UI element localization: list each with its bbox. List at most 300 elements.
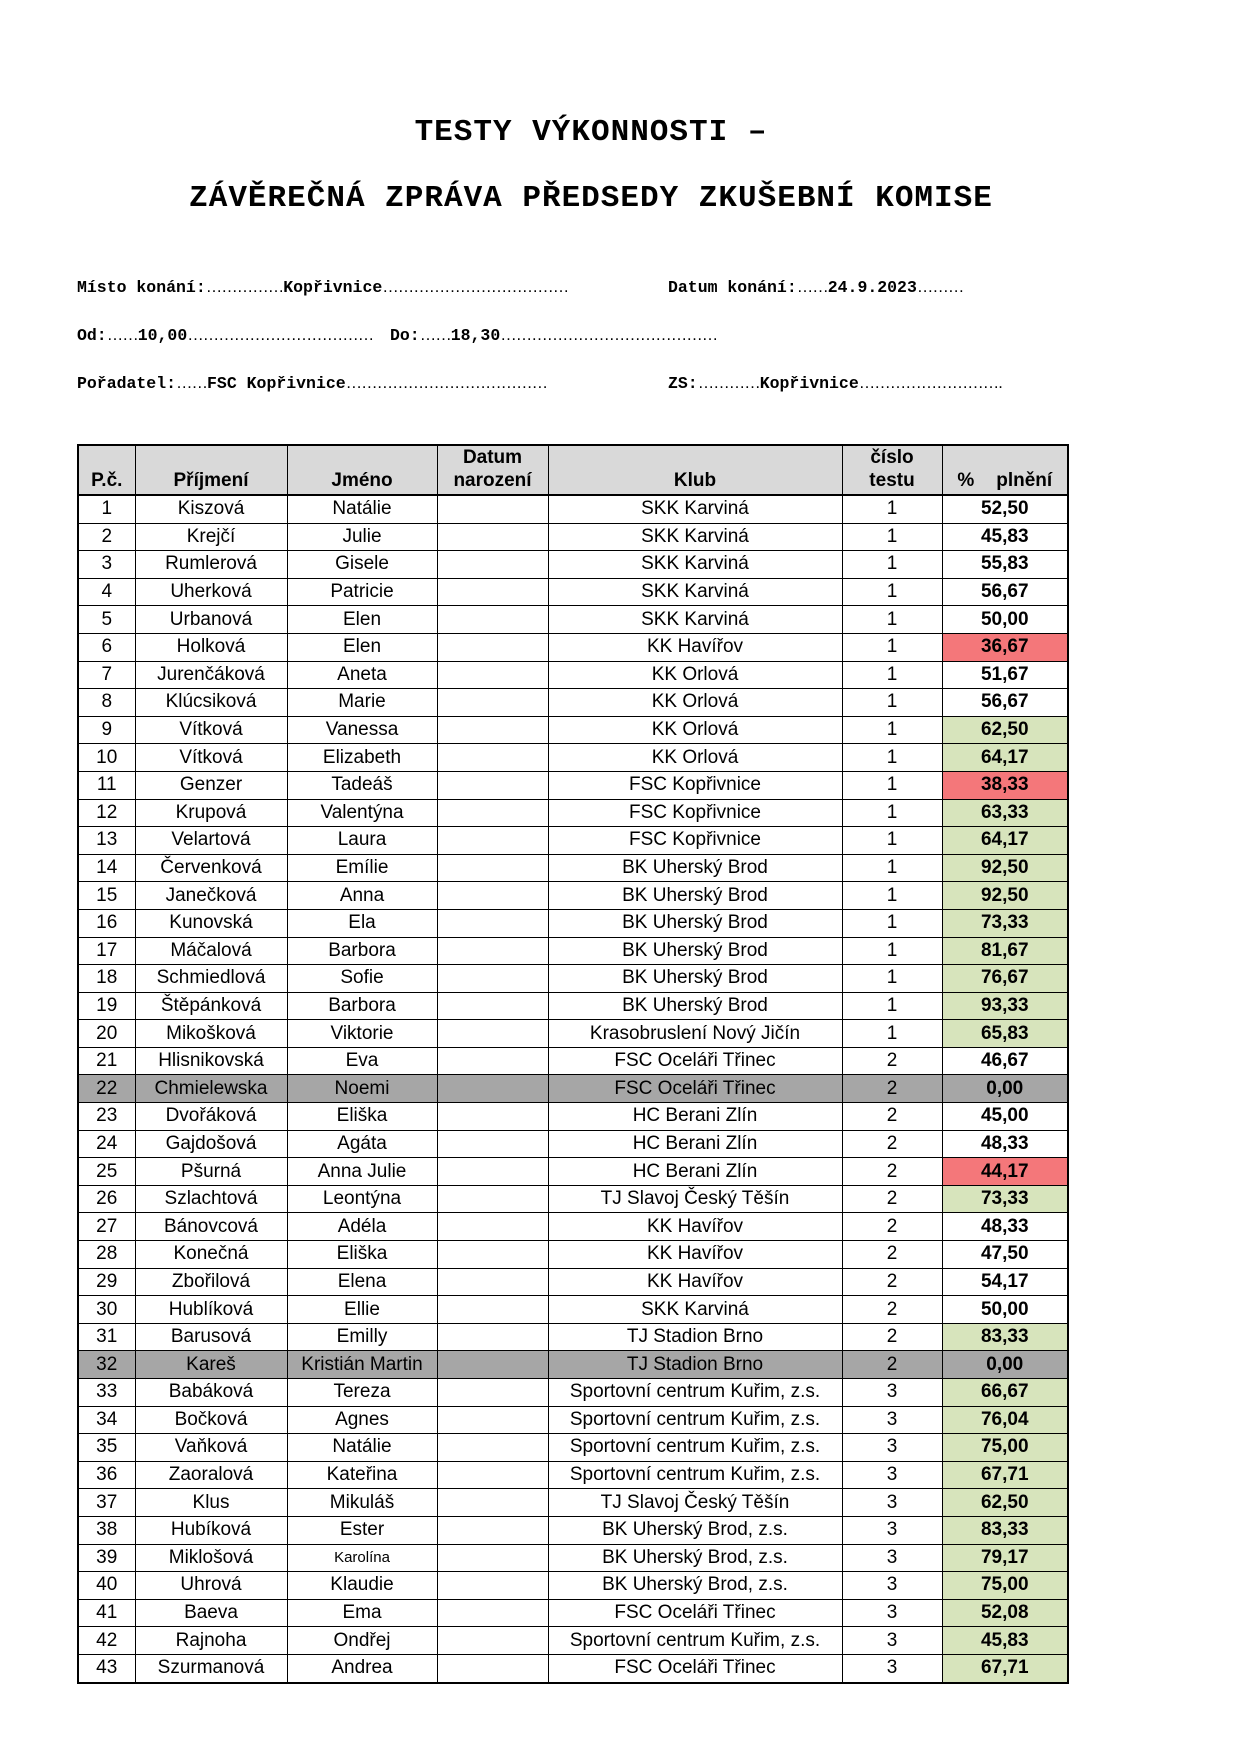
cell-birthdate	[437, 689, 548, 717]
cell-birthdate	[437, 827, 548, 855]
cell-fulfillment: 92,50	[942, 854, 1068, 882]
cell-number: 10	[78, 744, 135, 772]
table-row	[78, 661, 1068, 689]
cell-firstname: Elen	[287, 633, 437, 661]
cell-firstname: Noemi	[287, 1075, 437, 1103]
cell-number: 2	[78, 523, 135, 551]
cell-test-number: 1	[842, 965, 942, 993]
cell-surname: Szlachtová	[135, 1185, 287, 1213]
cell-number: 12	[78, 799, 135, 827]
cell-surname: Hlisnikovská	[135, 1047, 287, 1075]
table-row	[78, 882, 1068, 910]
cell-number: 6	[78, 633, 135, 661]
cell-surname: Mikošková	[135, 1020, 287, 1048]
cell-birthdate	[437, 1296, 548, 1324]
cell-firstname: Valentýna	[287, 799, 437, 827]
cell-surname: Szurmanová	[135, 1654, 287, 1682]
table-row	[78, 1434, 1068, 1462]
cell-birthdate	[437, 1351, 548, 1379]
cell-test-number: 1	[842, 827, 942, 855]
cell-firstname: Barbora	[287, 937, 437, 965]
cell-firstname: Eva	[287, 1047, 437, 1075]
cell-number: 41	[78, 1599, 135, 1627]
table-row	[78, 965, 1068, 993]
cell-club: BK Uherský Brod	[548, 937, 842, 965]
cell-surname: Štěpánková	[135, 992, 287, 1020]
col-header-number: P.č.	[78, 445, 135, 495]
cell-birthdate	[437, 1599, 548, 1627]
cell-club: KK Havířov	[548, 1268, 842, 1296]
cell-birthdate	[437, 1047, 548, 1075]
cell-birthdate	[437, 495, 548, 523]
cell-fulfillment: 44,17	[942, 1158, 1068, 1186]
cell-test-number: 2	[842, 1130, 942, 1158]
cell-club: KK Havířov	[548, 1213, 842, 1241]
cell-fulfillment: 64,17	[942, 744, 1068, 772]
cell-club: BK Uherský Brod, z.s.	[548, 1572, 842, 1600]
time-to-field: Do:……18,30……………………………………	[390, 326, 718, 345]
cell-test-number: 1	[842, 937, 942, 965]
cell-club: FSC Kopřivnice	[548, 799, 842, 827]
cell-birthdate	[437, 716, 548, 744]
zs-field: ZS:…………Kopřivnice……………………….	[668, 374, 1002, 393]
cell-birthdate	[437, 551, 548, 579]
cell-test-number: 1	[842, 633, 942, 661]
cell-club: FSC Kopřivnice	[548, 827, 842, 855]
cell-number: 35	[78, 1434, 135, 1462]
cell-test-number: 2	[842, 1323, 942, 1351]
cell-firstname: Gisele	[287, 551, 437, 579]
col-header-test-number: číslo testu	[842, 445, 942, 495]
time-from-label: Od:	[77, 326, 107, 345]
cell-number: 25	[78, 1158, 135, 1186]
cell-club: Sportovní centrum Kuřim, z.s.	[548, 1627, 842, 1655]
cell-birthdate	[437, 1379, 548, 1407]
cell-fulfillment: 73,33	[942, 1185, 1068, 1213]
cell-test-number: 1	[842, 523, 942, 551]
cell-firstname: Sofie	[287, 965, 437, 993]
cell-test-number: 1	[842, 909, 942, 937]
cell-firstname: Anna Julie	[287, 1158, 437, 1186]
cell-test-number: 3	[842, 1516, 942, 1544]
cell-surname: Zbořilová	[135, 1268, 287, 1296]
table-row	[78, 771, 1068, 799]
cell-fulfillment: 67,71	[942, 1461, 1068, 1489]
table-row	[78, 1461, 1068, 1489]
cell-club: FSC Oceláři Třinec	[548, 1654, 842, 1682]
cell-firstname: Klaudie	[287, 1572, 437, 1600]
cell-test-number: 3	[842, 1599, 942, 1627]
cell-surname: Uhrová	[135, 1572, 287, 1600]
cell-birthdate	[437, 854, 548, 882]
cell-birthdate	[437, 606, 548, 634]
zs-label: ZS:	[668, 374, 698, 393]
cell-club: SKK Karviná	[548, 1296, 842, 1324]
table-row	[78, 1213, 1068, 1241]
cell-firstname: Tereza	[287, 1379, 437, 1407]
table-row	[78, 1103, 1068, 1131]
cell-fulfillment: 76,67	[942, 965, 1068, 993]
cell-birthdate	[437, 992, 548, 1020]
time-to-value: 18,30	[450, 326, 501, 345]
cell-club: TJ Stadion Brno	[548, 1323, 842, 1351]
cell-birthdate	[437, 578, 548, 606]
cell-fulfillment: 45,00	[942, 1103, 1068, 1131]
cell-birthdate	[437, 1268, 548, 1296]
cell-surname: Baeva	[135, 1599, 287, 1627]
table-row	[78, 992, 1068, 1020]
cell-fulfillment: 45,83	[942, 523, 1068, 551]
table-row	[78, 1599, 1068, 1627]
cell-surname: Kareš	[135, 1351, 287, 1379]
cell-surname: Kiszová	[135, 495, 287, 523]
cell-surname: Jurenčáková	[135, 661, 287, 689]
cell-birthdate	[437, 744, 548, 772]
cell-number: 32	[78, 1351, 135, 1379]
cell-fulfillment: 51,67	[942, 661, 1068, 689]
cell-fulfillment: 62,50	[942, 716, 1068, 744]
cell-surname: Rajnoha	[135, 1627, 287, 1655]
cell-firstname: Kateřina	[287, 1461, 437, 1489]
cell-surname: Červenková	[135, 854, 287, 882]
cell-firstname: Marie	[287, 689, 437, 717]
cell-number: 38	[78, 1516, 135, 1544]
cell-test-number: 1	[842, 771, 942, 799]
cell-surname: Holková	[135, 633, 287, 661]
cell-test-number: 1	[842, 799, 942, 827]
cell-firstname: Eliška	[287, 1103, 437, 1131]
cell-birthdate	[437, 965, 548, 993]
cell-birthdate	[437, 1572, 548, 1600]
cell-test-number: 2	[842, 1158, 942, 1186]
cell-number: 21	[78, 1047, 135, 1075]
cell-number: 31	[78, 1323, 135, 1351]
cell-club: TJ Slavoj Český Těšín	[548, 1185, 842, 1213]
cell-club: BK Uherský Brod	[548, 909, 842, 937]
cell-fulfillment: 50,00	[942, 1296, 1068, 1324]
cell-firstname: Anna	[287, 882, 437, 910]
cell-birthdate	[437, 1489, 548, 1517]
cell-surname: Pšurná	[135, 1158, 287, 1186]
time-to-label: Do:	[390, 326, 420, 345]
cell-test-number: 2	[842, 1185, 942, 1213]
cell-club: KK Orlová	[548, 689, 842, 717]
cell-test-number: 1	[842, 1020, 942, 1048]
cell-club: SKK Karviná	[548, 551, 842, 579]
event-date-label: Datum konání:	[668, 278, 797, 297]
table-row	[78, 1323, 1068, 1351]
cell-club: KK Orlová	[548, 716, 842, 744]
cell-fulfillment: 62,50	[942, 1489, 1068, 1517]
cell-number: 34	[78, 1406, 135, 1434]
cell-firstname: Ellie	[287, 1296, 437, 1324]
cell-surname: Schmiedlová	[135, 965, 287, 993]
cell-birthdate	[437, 1185, 548, 1213]
cell-firstname: Aneta	[287, 661, 437, 689]
venue-label: Místo konání:	[77, 278, 206, 297]
cell-club: SKK Karviná	[548, 578, 842, 606]
table-row	[78, 1158, 1068, 1186]
cell-firstname: Natálie	[287, 495, 437, 523]
table-row	[78, 523, 1068, 551]
cell-club: KK Orlová	[548, 661, 842, 689]
cell-club: KK Havířov	[548, 633, 842, 661]
table-row	[78, 1241, 1068, 1269]
cell-birthdate	[437, 633, 548, 661]
cell-club: HC Berani Zlín	[548, 1130, 842, 1158]
cell-birthdate	[437, 1323, 548, 1351]
cell-birthdate	[437, 1434, 548, 1462]
table-row	[78, 744, 1068, 772]
table-row	[78, 606, 1068, 634]
cell-number: 37	[78, 1489, 135, 1517]
cell-surname: Miklošová	[135, 1544, 287, 1572]
cell-number: 40	[78, 1572, 135, 1600]
cell-fulfillment: 63,33	[942, 799, 1068, 827]
cell-birthdate	[437, 1020, 548, 1048]
table-row	[78, 1268, 1068, 1296]
table-row	[78, 1489, 1068, 1517]
cell-fulfillment: 46,67	[942, 1047, 1068, 1075]
document-title-line2: ZÁVĚREČNÁ ZPRÁVA PŘEDSEDY ZKUŠEBNÍ KOMISE	[189, 181, 993, 216]
cell-number: 24	[78, 1130, 135, 1158]
cell-number: 19	[78, 992, 135, 1020]
cell-birthdate	[437, 799, 548, 827]
cell-club: TJ Slavoj Český Těšín	[548, 1489, 842, 1517]
cell-surname: Vaňková	[135, 1434, 287, 1462]
cell-firstname: Tadeáš	[287, 771, 437, 799]
cell-birthdate	[437, 661, 548, 689]
cell-number: 27	[78, 1213, 135, 1241]
cell-firstname: Karolína	[287, 1544, 437, 1572]
table-row	[78, 1185, 1068, 1213]
cell-number: 28	[78, 1241, 135, 1269]
cell-fulfillment: 79,17	[942, 1544, 1068, 1572]
cell-surname: Bočková	[135, 1406, 287, 1434]
organizer-label: Pořadatel:	[77, 374, 177, 393]
cell-number: 23	[78, 1103, 135, 1131]
cell-firstname: Vanessa	[287, 716, 437, 744]
cell-firstname: Mikuláš	[287, 1489, 437, 1517]
cell-fulfillment: 92,50	[942, 882, 1068, 910]
col-header-birthdate: Datum narození	[437, 445, 548, 495]
table-row	[78, 909, 1068, 937]
cell-test-number: 3	[842, 1434, 942, 1462]
cell-test-number: 1	[842, 495, 942, 523]
cell-firstname: Adéla	[287, 1213, 437, 1241]
time-from-value: 10,00	[137, 326, 188, 345]
cell-fulfillment: 67,71	[942, 1654, 1068, 1682]
cell-surname: Krupová	[135, 799, 287, 827]
cell-number: 14	[78, 854, 135, 882]
cell-number: 9	[78, 716, 135, 744]
cell-birthdate	[437, 1461, 548, 1489]
cell-birthdate	[437, 1213, 548, 1241]
cell-test-number: 3	[842, 1406, 942, 1434]
zs-value: Kopřivnice	[759, 374, 859, 393]
table-row	[78, 578, 1068, 606]
cell-birthdate	[437, 1158, 548, 1186]
cell-firstname: Laura	[287, 827, 437, 855]
cell-club: BK Uherský Brod	[548, 992, 842, 1020]
cell-fulfillment: 54,17	[942, 1268, 1068, 1296]
cell-firstname: Ester	[287, 1516, 437, 1544]
table-row	[78, 827, 1068, 855]
cell-test-number: 1	[842, 992, 942, 1020]
cell-fulfillment: 36,67	[942, 633, 1068, 661]
cell-number: 13	[78, 827, 135, 855]
cell-surname: Gajdošová	[135, 1130, 287, 1158]
cell-club: BK Uherský Brod, z.s.	[548, 1544, 842, 1572]
cell-test-number: 3	[842, 1379, 942, 1407]
cell-surname: Hubíková	[135, 1516, 287, 1544]
cell-fulfillment: 73,33	[942, 909, 1068, 937]
cell-test-number: 1	[842, 716, 942, 744]
cell-fulfillment: 50,00	[942, 606, 1068, 634]
cell-test-number: 1	[842, 661, 942, 689]
cell-fulfillment: 75,00	[942, 1434, 1068, 1462]
cell-fulfillment: 56,67	[942, 578, 1068, 606]
cell-club: Krasobruslení Nový Jičín	[548, 1020, 842, 1048]
cell-number: 33	[78, 1379, 135, 1407]
cell-fulfillment: 48,33	[942, 1130, 1068, 1158]
cell-club: HC Berani Zlín	[548, 1158, 842, 1186]
cell-number: 5	[78, 606, 135, 634]
cell-club: BK Uherský Brod	[548, 854, 842, 882]
cell-test-number: 1	[842, 744, 942, 772]
cell-surname: Zaoralová	[135, 1461, 287, 1489]
cell-firstname: Agáta	[287, 1130, 437, 1158]
cell-fulfillment: 93,33	[942, 992, 1068, 1020]
cell-surname: Hublíková	[135, 1296, 287, 1324]
cell-firstname: Elizabeth	[287, 744, 437, 772]
cell-surname: Rumlerová	[135, 551, 287, 579]
cell-surname: Velartová	[135, 827, 287, 855]
table-row	[78, 1516, 1068, 1544]
cell-number: 20	[78, 1020, 135, 1048]
cell-surname: Dvořáková	[135, 1103, 287, 1131]
cell-club: KK Havířov	[548, 1241, 842, 1269]
event-date-value: 24.9.2023	[827, 278, 917, 297]
cell-firstname: Emílie	[287, 854, 437, 882]
cell-birthdate	[437, 1654, 548, 1682]
cell-birthdate	[437, 882, 548, 910]
cell-club: FSC Oceláři Třinec	[548, 1047, 842, 1075]
table-row	[78, 1047, 1068, 1075]
cell-number: 22	[78, 1075, 135, 1103]
cell-fulfillment: 56,67	[942, 689, 1068, 717]
cell-firstname: Emilly	[287, 1323, 437, 1351]
cell-test-number: 2	[842, 1296, 942, 1324]
cell-number: 15	[78, 882, 135, 910]
cell-club: BK Uherský Brod	[548, 965, 842, 993]
cell-fulfillment: 83,33	[942, 1323, 1068, 1351]
cell-test-number: 3	[842, 1544, 942, 1572]
col-header-fulfillment: % plnění	[942, 445, 1068, 495]
cell-test-number: 3	[842, 1572, 942, 1600]
cell-birthdate	[437, 1241, 548, 1269]
cell-birthdate	[437, 1406, 548, 1434]
table-row	[78, 1572, 1068, 1600]
cell-fulfillment: 47,50	[942, 1241, 1068, 1269]
cell-firstname: Ema	[287, 1599, 437, 1627]
table-row	[78, 854, 1068, 882]
cell-birthdate	[437, 523, 548, 551]
cell-firstname: Ela	[287, 909, 437, 937]
cell-surname: Klúcsiková	[135, 689, 287, 717]
cell-surname: Kunovská	[135, 909, 287, 937]
cell-number: 29	[78, 1268, 135, 1296]
cell-firstname: Kristián Martin	[287, 1351, 437, 1379]
cell-number: 42	[78, 1627, 135, 1655]
cell-fulfillment: 52,50	[942, 495, 1068, 523]
event-date-field: Datum konání:……24.9.2023………	[668, 278, 964, 297]
table-row	[78, 1075, 1068, 1103]
cell-fulfillment: 0,00	[942, 1075, 1068, 1103]
document-title-line1: TESTY VÝKONNOSTI –	[414, 115, 768, 150]
time-from-field: Od:……10,00………………………………	[77, 326, 374, 345]
cell-firstname: Natálie	[287, 1434, 437, 1462]
cell-test-number: 1	[842, 689, 942, 717]
cell-surname: Chmielewska	[135, 1075, 287, 1103]
cell-fulfillment: 83,33	[942, 1516, 1068, 1544]
cell-fulfillment: 81,67	[942, 937, 1068, 965]
cell-club: SKK Karviná	[548, 495, 842, 523]
col-header-firstname: Jméno	[287, 445, 437, 495]
cell-test-number: 1	[842, 882, 942, 910]
cell-club: Sportovní centrum Kuřim, z.s.	[548, 1406, 842, 1434]
cell-firstname: Ondřej	[287, 1627, 437, 1655]
table-row	[78, 1351, 1068, 1379]
cell-test-number: 3	[842, 1627, 942, 1655]
cell-fulfillment: 52,08	[942, 1599, 1068, 1627]
cell-number: 18	[78, 965, 135, 993]
table-row	[78, 689, 1068, 717]
cell-test-number: 1	[842, 606, 942, 634]
table-row	[78, 1627, 1068, 1655]
cell-fulfillment: 66,67	[942, 1379, 1068, 1407]
venue-field: Místo konání:……………Kopřivnice………………………………	[77, 278, 569, 297]
cell-surname: Máčalová	[135, 937, 287, 965]
cell-firstname: Andrea	[287, 1654, 437, 1682]
table-header-row	[78, 445, 1068, 495]
cell-fulfillment: 0,00	[942, 1351, 1068, 1379]
table-row	[78, 1130, 1068, 1158]
cell-club: Sportovní centrum Kuřim, z.s.	[548, 1434, 842, 1462]
cell-surname: Genzer	[135, 771, 287, 799]
cell-number: 26	[78, 1185, 135, 1213]
cell-club: FSC Oceláři Třinec	[548, 1599, 842, 1627]
cell-test-number: 1	[842, 578, 942, 606]
cell-fulfillment: 76,04	[942, 1406, 1068, 1434]
table-row	[78, 1379, 1068, 1407]
cell-club: BK Uherský Brod	[548, 882, 842, 910]
cell-fulfillment: 38,33	[942, 771, 1068, 799]
venue-value: Kopřivnice	[283, 278, 383, 297]
cell-surname: Janečková	[135, 882, 287, 910]
col-header-club: Klub	[548, 445, 842, 495]
cell-fulfillment: 45,83	[942, 1627, 1068, 1655]
cell-fulfillment: 64,17	[942, 827, 1068, 855]
cell-club: SKK Karviná	[548, 523, 842, 551]
cell-test-number: 2	[842, 1213, 942, 1241]
table-row	[78, 551, 1068, 579]
cell-birthdate	[437, 1544, 548, 1572]
cell-surname: Barusová	[135, 1323, 287, 1351]
cell-birthdate	[437, 1130, 548, 1158]
cell-surname: Vítková	[135, 716, 287, 744]
table-row	[78, 1296, 1068, 1324]
